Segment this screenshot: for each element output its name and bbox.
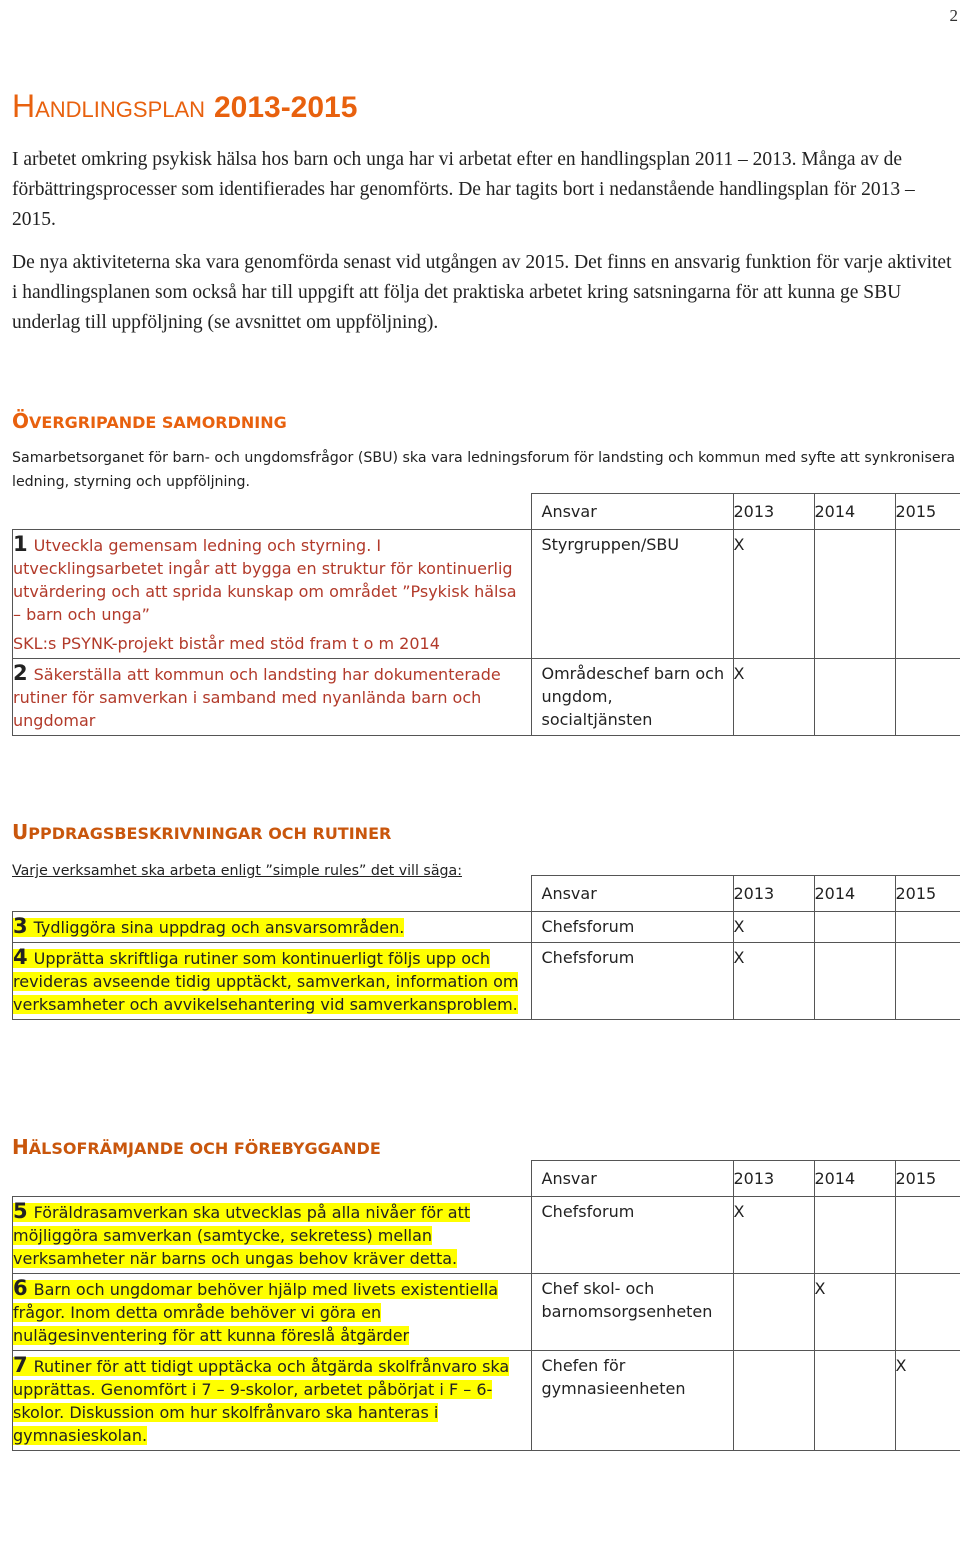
year-2013-header: 2013: [733, 1161, 814, 1197]
task-cell: 3 Tydliggöra sina uppdrag och ansvarsområden.: [13, 912, 532, 943]
year-2015-cell: X: [895, 1351, 960, 1451]
year-2015-header: 2015: [895, 876, 960, 912]
ansvar-cell: Chefsforum: [531, 912, 733, 943]
year-2014-header: 2014: [814, 494, 895, 530]
action-table-halsoframjande: [12, 1160, 960, 1451]
ansvar-cell: Chef skol- och barnomsorgsenheten: [531, 1274, 733, 1351]
task-note: SKL:s PSYNK-projekt bistår med stöd fram t o m 2014: [13, 634, 440, 653]
ansvar-header: Ansvar: [531, 876, 733, 912]
table-row: [13, 1197, 960, 1274]
table-header-row: [13, 876, 960, 912]
ansvar-cell: Chefsforum: [531, 943, 733, 1020]
year-2014-header: 2014: [814, 876, 895, 912]
year-2014-cell: [814, 530, 895, 659]
ansvar-cell: Områdeschef barn och ungdom, socialtjänsten: [531, 659, 733, 736]
section-intro-uppdrag: Varje verksamhet ska arbeta enligt ”simple rules” det vill säga:: [12, 863, 462, 879]
year-2014-cell: [814, 943, 895, 1020]
page-title: HANDLINGSPLAN 2013-2015: [12, 88, 358, 124]
year-2014-cell: X: [814, 1274, 895, 1351]
table-row: [13, 659, 960, 736]
table-row: [13, 1274, 960, 1351]
year-2014-cell: [814, 912, 895, 943]
table-row: [13, 912, 960, 943]
page-number: 2: [949, 6, 958, 25]
year-2013-cell: X: [733, 1197, 814, 1274]
year-2013-cell: [733, 1274, 814, 1351]
table-row: [13, 530, 960, 659]
year-2013-header: 2013: [733, 494, 814, 530]
section-heading-halsoframjande: HÄLSOFRÄMJANDE OCH FÖREBYGGANDE: [12, 1135, 381, 1159]
year-2015-cell: [895, 912, 960, 943]
table-header-row: [13, 1161, 960, 1197]
year-2014-cell: [814, 1351, 895, 1451]
intro-paragraph-1: I arbetet omkring psykisk hälsa hos barn och unga har vi arbetat efter en handlingsplan 2011 – 2013. Många av de förbättringsprocesser som identifierades har genomförts. De har tagits bort i nedanstående handlingsplan för 2013 – 2015.: [12, 149, 915, 230]
section-heading-overgripande: ÖVERGRIPANDE SAMORDNING: [12, 409, 287, 433]
task-cell: 1 Utveckla gemensam ledning och styrning. I utvecklingsarbetet ingår att bygga en struktur för kontinuerlig utvärdering och att sprida kunskap om området ”Psykisk hälsa – barn och unga” SKL:s PSYNK-projekt bistår med stöd fram t o m 2014: [13, 530, 532, 659]
year-2015-cell: [895, 1197, 960, 1274]
year-2013-cell: X: [733, 659, 814, 736]
action-table-uppdrag: [12, 875, 960, 1020]
section-intro-overgripande: Samarbetsorganet för barn- och ungdomsfrågor (SBU) ska vara ledningsforum för landsting och kommun med syfte att synkronisera ledning, styrning och uppföljning.: [12, 450, 956, 490]
action-table-overgripande: [12, 493, 960, 736]
table-header-row: [13, 494, 960, 530]
year-2015-header: 2015: [895, 1161, 960, 1197]
year-2015-cell: [895, 530, 960, 659]
section-heading-uppdrag: UPPDRAGSBESKRIVNINGAR OCH RUTINER: [12, 820, 392, 844]
year-2015-cell: [895, 1274, 960, 1351]
ansvar-cell: Chefsforum: [531, 1197, 733, 1274]
ansvar-cell: Styrgruppen/SBU: [531, 530, 733, 659]
ansvar-header: Ansvar: [531, 1161, 733, 1197]
task-cell: 4 Upprätta skriftliga rutiner som kontinuerligt följs upp och revideras avseende tidig upptäckt, samverkan, information om verksamheter och avvikelsehantering vid samverkansproblem.: [13, 943, 532, 1020]
year-2013-cell: X: [733, 530, 814, 659]
year-2015-cell: [895, 659, 960, 736]
ansvar-header: Ansvar: [531, 494, 733, 530]
year-2014-cell: [814, 659, 895, 736]
year-2013-cell: [733, 1351, 814, 1451]
task-cell: 5 Föräldrasamverkan ska utvecklas på alla nivåer för att möjliggöra samverkan (samtycke, sekretess) mellan verksamheter när barns och ungas behov kräver detta.: [13, 1197, 532, 1274]
year-2015-header: 2015: [895, 494, 960, 530]
intro-paragraph-2: De nya aktiviteterna ska vara genomförda senast vid utgången av 2015. Det finns en ansvarig funktion för varje aktivitet i handlingsplanen som också har till uppgift att följa det praktiska arbetet kring satsningarna för att kunna ge SBU underlag till uppföljning (se avsnittet om uppföljning).: [12, 252, 952, 333]
year-2013-cell: X: [733, 912, 814, 943]
year-2014-cell: [814, 1197, 895, 1274]
year-2013-header: 2013: [733, 876, 814, 912]
year-2015-cell: [895, 943, 960, 1020]
year-2014-header: 2014: [814, 1161, 895, 1197]
task-cell: 2 Säkerställa att kommun och landsting har dokumenterade rutiner för samverkan i samband med nyanlända barn och ungdomar: [13, 659, 532, 736]
table-row: [13, 1351, 960, 1451]
ansvar-cell: Chefen för gymnasieenheten: [531, 1351, 733, 1451]
task-cell: 7 Rutiner för att tidigt upptäcka och åtgärda skolfrånvaro ska upprättas. Genomfört i 7 – 9-skolor, arbetet påbörjat i F – 6-skolor. Diskussion om hur skolfrånvaro ska hanteras i gymnasieskolan.: [13, 1351, 532, 1451]
year-2013-cell: X: [733, 943, 814, 1020]
table-row: [13, 943, 960, 1020]
task-cell: 6 Barn och ungdomar behöver hjälp med livets existentiella frågor. Inom detta område behöver vi göra en nulägesinventering för att kunna föreslå åtgärder: [13, 1274, 532, 1351]
